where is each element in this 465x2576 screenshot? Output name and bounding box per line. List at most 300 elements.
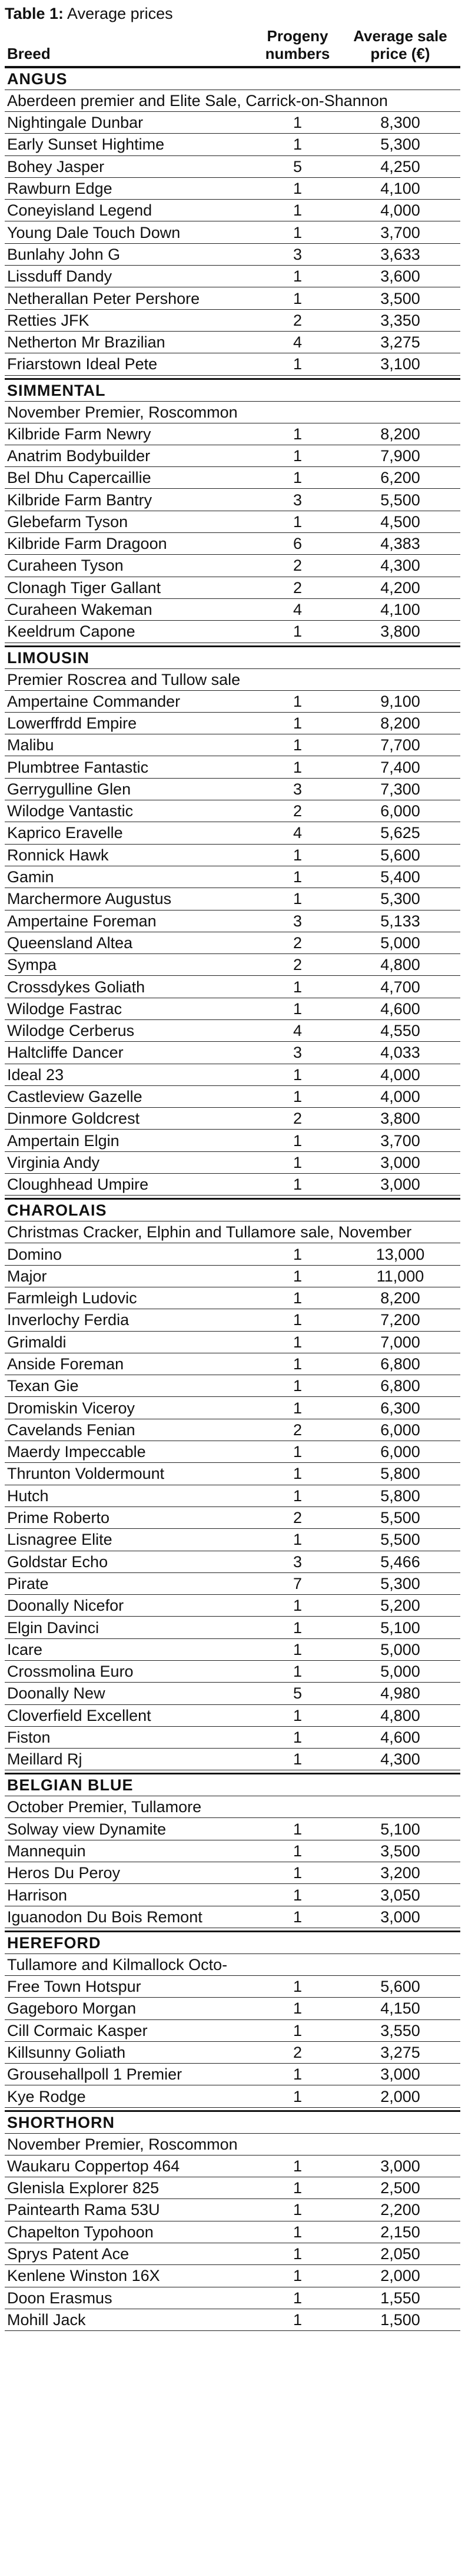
header-price [340,27,460,67]
progeny-count: 3 [255,910,340,932]
breed-heading-row [5,2111,460,2133]
breed-name: ANGUS [5,67,460,90]
table-row [5,1130,460,1151]
progeny-count: 1 [255,511,340,532]
progeny-count: 1 [255,1064,340,1085]
sale-name: October Premier, Tullamore [5,1796,460,1818]
progeny-count: 6 [255,533,340,555]
bull-name: Harrison [5,1884,255,1906]
progeny-count: 1 [255,1353,340,1375]
table-row [5,221,460,243]
table-row [5,1174,460,1196]
bull-name: Mannequin [5,1840,255,1862]
bull-name: Texan Gie [5,1375,255,1397]
table-row [5,1683,460,1704]
average-price: 4,500 [340,511,460,532]
bull-name: Glenisla Explorer 825 [5,2177,255,2199]
progeny-count: 1 [255,1085,340,1107]
bull-name: Sympa [5,954,255,976]
bull-name: Virginia Andy [5,1151,255,1173]
progeny-count: 1 [255,1331,340,1353]
average-price: 11,000 [340,1265,460,1287]
table-row [5,2155,460,2177]
bull-name: Glebefarm Tyson [5,511,255,532]
progeny-count: 1 [255,621,340,643]
bull-name: Lissduff Dandy [5,266,255,287]
progeny-count: 1 [255,1397,340,1419]
average-price: 5,133 [340,910,460,932]
bull-name: Plumbtree Fantastic [5,756,255,778]
average-price: 4,000 [340,200,460,221]
progeny-count: 1 [255,690,340,712]
bull-name: Major [5,1265,255,1287]
progeny-count: 7 [255,1572,340,1594]
progeny-count: 1 [255,134,340,155]
bull-name: Bohey Jasper [5,155,255,177]
sale-name: Premier Roscrea and Tullow sale [5,668,460,690]
table-row [5,1726,460,1748]
bull-name: Paintearth Rama 53U [5,2199,255,2221]
table-row [5,1042,460,1064]
table-row [5,1441,460,1463]
average-price: 5,300 [340,888,460,910]
average-price: 5,000 [340,1661,460,1683]
bull-name: Grimaldi [5,1331,255,1353]
bull-name: Anatrim Bodybuilder [5,445,255,466]
progeny-count: 4 [255,331,340,353]
average-price: 3,600 [340,266,460,287]
progeny-count: 1 [255,2085,340,2107]
progeny-count: 1 [255,2287,340,2309]
bull-name: Malibu [5,734,255,756]
breed-heading-row [5,1931,460,1953]
table-row [5,1265,460,1287]
table-row [5,976,460,998]
progeny-count: 1 [255,200,340,221]
table-row [5,2177,460,2199]
bull-name: Bunlahy John G [5,243,255,265]
table-row [5,1485,460,1506]
average-price: 7,900 [340,445,460,466]
table-row [5,2243,460,2264]
progeny-count: 1 [255,1130,340,1151]
table-row [5,1617,460,1638]
bull-name: Lowerffrdd Empire [5,712,255,734]
average-price: 2,000 [340,2085,460,2107]
table-row [5,445,460,466]
average-price: 5,500 [340,1529,460,1551]
bull-name: Chapelton Typohoon [5,2221,255,2243]
breed-name: HEREFORD [5,1931,460,1953]
progeny-count: 1 [255,1441,340,1463]
average-price: 8,200 [340,1287,460,1309]
table-row [5,331,460,353]
average-price: 2,050 [340,2243,460,2264]
breed-name: LIMOUSIN [5,646,460,668]
average-price: 5,625 [340,822,460,844]
bull-name: Marchermore Augustus [5,888,255,910]
progeny-count: 1 [255,177,340,199]
table-row [5,2287,460,2309]
table-row [5,2221,460,2243]
average-price: 2,000 [340,2265,460,2287]
progeny-count: 1 [255,1617,340,1638]
table-row [5,489,460,511]
progeny-count: 1 [255,1749,340,1770]
average-price: 5,000 [340,1638,460,1660]
table-row [5,511,460,532]
average-price: 6,000 [340,800,460,822]
table-row [5,1108,460,1130]
table-row [5,1818,460,1840]
average-price: 8,200 [340,423,460,445]
average-price: 3,633 [340,243,460,265]
progeny-count: 1 [255,2177,340,2199]
bull-name: Ampertaine Commander [5,690,255,712]
average-price: 6,000 [340,1441,460,1463]
table-row [5,1998,460,2019]
average-price: 4,700 [340,976,460,998]
progeny-count: 4 [255,1019,340,1041]
progeny-count: 1 [255,2243,340,2264]
table-row [5,200,460,221]
average-price: 3,000 [340,1174,460,1196]
breed-heading-row [5,67,460,90]
table-row [5,2019,460,2041]
bull-name: Goldstar Echo [5,1551,255,1572]
progeny-count: 3 [255,778,340,800]
progeny-count: 1 [255,423,340,445]
average-price: 4,200 [340,577,460,598]
breed-name: SHORTHORN [5,2111,460,2133]
bull-name: Dromiskin Viceroy [5,1397,255,1419]
average-price: 6,800 [340,1353,460,1375]
table-row [5,112,460,134]
bull-name: Mohill Jack [5,2309,255,2330]
average-price: 3,275 [340,2041,460,2063]
table-row [5,1419,460,1441]
progeny-count: 1 [255,1595,340,1617]
progeny-count: 1 [255,1638,340,1660]
table-caption: Average prices [67,5,173,22]
average-price: 5,500 [340,489,460,511]
average-price: 3,275 [340,331,460,353]
progeny-count: 1 [255,266,340,287]
bull-name: Wilodge Cerberus [5,1019,255,1041]
average-price: 3,100 [340,353,460,375]
table-row [5,932,460,953]
bull-name: Doonally New [5,1683,255,1704]
progeny-count: 1 [255,1243,340,1265]
bull-name: Keeldrum Capone [5,621,255,643]
progeny-count: 1 [255,1975,340,1997]
average-price: 3,000 [340,1906,460,1928]
bull-name: Wilodge Fastrac [5,998,255,1019]
average-price: 4,600 [340,1726,460,1748]
progeny-count: 1 [255,1485,340,1506]
average-price: 5,400 [340,866,460,888]
average-price: 5,000 [340,932,460,953]
average-price: 3,550 [340,2019,460,2041]
average-price: 7,700 [340,734,460,756]
bull-name: Grousehallpoll 1 Premier [5,2064,255,2085]
bull-name: Inverlochy Ferdia [5,1309,255,1331]
bull-name: Friarstown Ideal Pete [5,353,255,375]
bull-name: Doonally Nicefor [5,1595,255,1617]
progeny-count: 1 [255,1906,340,1928]
progeny-count: 5 [255,1683,340,1704]
table-row [5,287,460,309]
table-row [5,1572,460,1594]
bull-name: Ampertaine Foreman [5,910,255,932]
average-price: 5,100 [340,1617,460,1638]
bull-name: Kilbride Farm Dragoon [5,533,255,555]
table-row [5,954,460,976]
progeny-count: 1 [255,1840,340,1862]
bull-name: Castleview Gazelle [5,1085,255,1107]
bull-name: Free Town Hotspur [5,1975,255,1997]
bull-name: Curaheen Tyson [5,555,255,577]
progeny-count: 1 [255,1661,340,1683]
breed-name: CHAROLAIS [5,1199,460,1221]
table-row [5,1638,460,1660]
table-row [5,1085,460,1107]
bull-name: Maerdy Impeccable [5,1441,255,1463]
average-price: 6,800 [340,1375,460,1397]
progeny-count: 2 [255,932,340,953]
bull-name: Pirate [5,1572,255,1594]
table-row [5,1906,460,1928]
progeny-count: 1 [255,1726,340,1748]
average-price: 7,300 [340,778,460,800]
progeny-count: 1 [255,1463,340,1485]
average-price: 3,700 [340,221,460,243]
table-row [5,1884,460,1906]
bull-name: Kilbride Farm Bantry [5,489,255,511]
progeny-count: 1 [255,1265,340,1287]
bull-name: Retties JFK [5,309,255,331]
progeny-count: 1 [255,976,340,998]
average-price: 4,800 [340,954,460,976]
bull-name: Ampertain Elgin [5,1130,255,1151]
breed-name: BELGIAN BLUE [5,1774,460,1796]
bull-name: Ronnick Hawk [5,844,255,866]
progeny-count: 5 [255,155,340,177]
bull-name: Cloughhead Umpire [5,1174,255,1196]
table-row [5,1529,460,1551]
table-row [5,778,460,800]
bull-name: Sprys Patent Ace [5,2243,255,2264]
progeny-count: 1 [255,1309,340,1331]
bull-name: Anside Foreman [5,1353,255,1375]
table-row [5,1331,460,1353]
average-price: 1,550 [340,2287,460,2309]
average-price: 5,466 [340,1551,460,1572]
table-row [5,598,460,620]
table-row [5,1064,460,1085]
bull-name: Kaprico Eravelle [5,822,255,844]
table-header [5,27,460,67]
average-price: 4,980 [340,1683,460,1704]
average-price: 3,200 [340,1862,460,1884]
progeny-count: 1 [255,2309,340,2330]
progeny-count: 1 [255,2199,340,2221]
average-price: 1,500 [340,2309,460,2330]
table-row [5,423,460,445]
table-row [5,533,460,555]
average-price: 4,800 [340,1704,460,1726]
progeny-count: 2 [255,1108,340,1130]
bull-name: Thrunton Voldermount [5,1463,255,1485]
average-price: 4,100 [340,177,460,199]
average-price: 5,300 [340,134,460,155]
table-row [5,1862,460,1884]
progeny-count: 1 [255,1174,340,1196]
bull-name: Domino [5,1243,255,1265]
average-price: 2,200 [340,2199,460,2221]
bull-name: Killsunny Goliath [5,2041,255,2063]
progeny-count: 3 [255,489,340,511]
progeny-count: 1 [255,353,340,375]
table-row [5,621,460,643]
table-row [5,1463,460,1485]
average-price: 3,050 [340,1884,460,1906]
progeny-count: 1 [255,1862,340,1884]
bull-name: Hutch [5,1485,255,1506]
bull-name: Kenlene Winston 16X [5,2265,255,2287]
progeny-count: 1 [255,1287,340,1309]
header-progeny [255,27,340,67]
header-progeny-label: Progeny numbers [265,27,330,62]
progeny-count: 1 [255,2221,340,2243]
average-price: 7,200 [340,1309,460,1331]
progeny-count: 1 [255,756,340,778]
table-row [5,353,460,375]
bull-name: Netherton Mr Brazilian [5,331,255,353]
sale-name: Tullamore and Kilmallock Octo- [5,1953,460,1975]
average-price: 5,100 [340,1818,460,1840]
average-price: 13,000 [340,1243,460,1265]
bull-name: Dinmore Goldcrest [5,1108,255,1130]
table-row [5,1353,460,1375]
bull-name: Cill Cormaic Kasper [5,2019,255,2041]
bull-name: Curaheen Wakeman [5,598,255,620]
table-row [5,844,460,866]
average-price: 4,150 [340,1998,460,2019]
table-row [5,1975,460,1997]
average-price: 4,600 [340,998,460,1019]
average-price: 2,150 [340,2221,460,2243]
average-price: 8,300 [340,112,460,134]
progeny-count: 2 [255,954,340,976]
progeny-count: 2 [255,309,340,331]
bull-name: Waukaru Coppertop 464 [5,2155,255,2177]
average-price: 3,500 [340,287,460,309]
progeny-count: 3 [255,1551,340,1572]
table-row [5,1397,460,1419]
bull-name: Young Dale Touch Down [5,221,255,243]
progeny-count: 1 [255,112,340,134]
progeny-count: 1 [255,866,340,888]
average-price: 3,500 [340,1840,460,1862]
progeny-count: 4 [255,822,340,844]
progeny-count: 1 [255,1704,340,1726]
table-row [5,555,460,577]
table-row [5,1595,460,1617]
average-price: 5,600 [340,1975,460,1997]
bull-name: Queensland Altea [5,932,255,953]
average-price: 6,200 [340,467,460,489]
average-price: 8,200 [340,712,460,734]
table-row [5,866,460,888]
bull-name: Gerrygulline Glen [5,778,255,800]
bull-name: Haltcliffe Dancer [5,1042,255,1064]
table-row [5,712,460,734]
average-price: 4,550 [340,1019,460,1041]
progeny-count: 2 [255,1506,340,1528]
bull-name: Crossmolina Euro [5,1661,255,1683]
bull-name: Netherallan Peter Pershore [5,287,255,309]
bull-name: Lisnagree Elite [5,1529,255,1551]
average-price: 7,400 [340,756,460,778]
bull-name: Clonagh Tiger Gallant [5,577,255,598]
progeny-count: 1 [255,1151,340,1173]
average-price: 5,500 [340,1506,460,1528]
bull-name: Farmleigh Ludovic [5,1287,255,1309]
bull-name: Wilodge Vantastic [5,800,255,822]
average-price: 5,200 [340,1595,460,1617]
bull-name: Fiston [5,1726,255,1748]
progeny-count: 1 [255,1884,340,1906]
sale-name: November Premier, Roscommon [5,401,460,423]
bull-name: Ideal 23 [5,1064,255,1085]
average-price: 3,350 [340,309,460,331]
sale-name: Aberdeen premier and Elite Sale, Carrick-on-Shannon [5,90,460,112]
sale-name-row [5,1953,460,1975]
table-row [5,910,460,932]
average-price: 3,800 [340,621,460,643]
table-body [5,67,460,2331]
table-row [5,1375,460,1397]
progeny-count: 3 [255,1042,340,1064]
progeny-count: 3 [255,243,340,265]
average-price: 4,250 [340,155,460,177]
table-row [5,2064,460,2085]
table-row [5,1704,460,1726]
table-row [5,243,460,265]
bull-name: Gageboro Morgan [5,1998,255,2019]
table-row [5,2309,460,2330]
average-price: 9,100 [340,690,460,712]
table-row [5,155,460,177]
table-title [5,0,460,27]
table-row [5,1551,460,1572]
breed-heading-row [5,1774,460,1796]
progeny-count: 1 [255,2064,340,2085]
breed-heading-row [5,379,460,401]
table-row [5,2041,460,2063]
table-row [5,2265,460,2287]
progeny-count: 1 [255,2265,340,2287]
average-price: 6,300 [340,1397,460,1419]
average-price: 5,300 [340,1572,460,1594]
progeny-count: 1 [255,998,340,1019]
average-price: 5,800 [340,1463,460,1485]
table-row [5,734,460,756]
breed-heading-row [5,1199,460,1221]
average-price: 4,000 [340,1085,460,1107]
progeny-count: 1 [255,1998,340,2019]
